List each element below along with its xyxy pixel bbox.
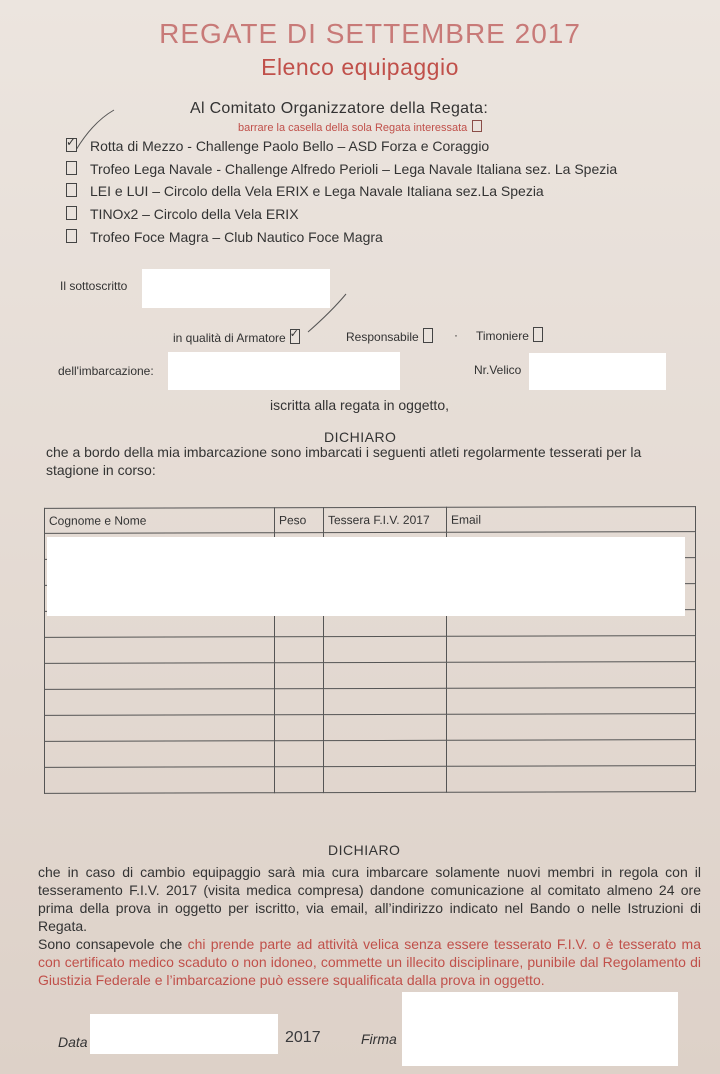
cell-peso[interactable] (275, 767, 324, 793)
cell-peso[interactable] (275, 689, 324, 715)
cell-tessera[interactable] (324, 636, 447, 662)
cell-nome[interactable] (45, 767, 275, 794)
cell-nome[interactable] (45, 637, 275, 664)
header-tessera: Tessera F.I.V. 2017 (324, 507, 447, 532)
imbarcazione-label: dell'imbarcazione: (58, 364, 154, 378)
header-nome: Cognome e Nome (45, 508, 275, 534)
cell-tessera[interactable] (324, 662, 447, 688)
regatta-option-5[interactable] (66, 229, 383, 245)
cell-nome[interactable] (45, 689, 275, 716)
hint-checkbox-icon (472, 120, 482, 132)
armatore-option[interactable] (173, 329, 300, 345)
selection-hint-text: barrare la casella della sola Regata interessata (238, 122, 468, 134)
header-peso: Peso (275, 508, 324, 533)
pen-stroke-armatore-icon (300, 292, 350, 336)
regatta-label-2: Trofeo Lega Navale - Challenge Alfredo Perioli – Lega Navale Italiana sez. La Spezia (90, 161, 618, 177)
regatta-label-5: Trofeo Foce Magra – Club Nautico Foce Magra (90, 229, 383, 245)
cell-nome[interactable] (45, 663, 275, 690)
responsabile-label: Responsabile (346, 330, 419, 344)
regatta-checkbox-2[interactable] (66, 161, 77, 175)
timoniere-checkbox[interactable] (533, 327, 543, 342)
table-row (45, 766, 696, 794)
regatta-checkbox-3[interactable] (66, 183, 77, 197)
iscritta-text: iscritta alla regata in oggetto, (270, 397, 449, 413)
consapevole-prefix: Sono consapevole che (38, 936, 183, 952)
declaration-1: che a bordo della mia imbarcazione sono imbarcati i seguenti atleti regolarmente tesserati per la stagione in corso: (46, 444, 642, 478)
table-row (45, 636, 696, 664)
firma-label: Firma (361, 1031, 397, 1047)
table-header-row (45, 507, 696, 534)
document-subtitle: Elenco equipaggio (261, 54, 459, 80)
regatta-option-1[interactable] (66, 138, 489, 154)
table-row (45, 662, 696, 690)
cell-tessera[interactable] (324, 740, 447, 766)
cell-nome[interactable] (45, 741, 275, 768)
committee-heading: Al Comitato Organizzatore della Regata: (190, 100, 489, 117)
declaration-3 (38, 935, 701, 989)
timoniere-label: Timoniere (476, 329, 529, 343)
cell-peso[interactable] (275, 715, 324, 741)
imbarcazione-field[interactable] (168, 352, 400, 390)
cell-email[interactable] (447, 662, 696, 689)
regatta-label-1: Rotta di Mezzo - Challenge Paolo Bello – ASD Forza e Coraggio (90, 138, 490, 154)
consapevole-warning: chi prende parte ad attività velica senza essere tesserato F.I.V. o è tesserato ma con certificato medico scaduto o non idoneo, commette un illecito disciplinare, punibile dal Regolamento di Giustizia Federale e l’imbarcazione può essere squalificata dalla prova in oggetto. (38, 936, 701, 988)
year-text: 2017 (285, 1029, 321, 1046)
regatta-checkbox-4[interactable] (66, 206, 77, 220)
responsabile-checkbox[interactable] (423, 328, 433, 343)
nr-velico-label: Nr.Velico (474, 363, 522, 377)
cell-email[interactable] (447, 688, 696, 715)
regatta-checkbox-1[interactable] (66, 138, 77, 152)
armatore-label: in qualità di Armatore (173, 331, 286, 345)
nr-velico-field[interactable] (529, 353, 666, 390)
declaration-2: che in caso di cambio equipaggio sarà mia cura imbarcare solamente nuovi membri in regola con il tesseramento F.I.V. 2017 (visita medica compresa) dandone comunicazione al comitato almeno 24 ore prima della prova in oggetto per iscritto, via email, all’indirizzo indicato nel Bando o nelle Istruzioni di Regata. (38, 864, 701, 934)
redacted-rows (47, 537, 685, 616)
cell-email[interactable] (447, 766, 696, 793)
cell-tessera[interactable] (324, 766, 447, 792)
selection-hint (238, 120, 482, 134)
table-row (45, 714, 696, 742)
sottoscritto-label: Il sottoscritto (60, 279, 128, 293)
data-label: Data (58, 1034, 88, 1050)
regatta-option-4[interactable] (66, 206, 299, 222)
firma-field[interactable] (402, 992, 678, 1066)
timoniere-option[interactable] (476, 327, 543, 343)
table-row (45, 740, 696, 768)
table-row (45, 688, 696, 716)
document-title: REGATE DI SETTEMBRE 2017 (159, 18, 581, 49)
cell-email[interactable] (447, 740, 696, 767)
responsabile-option[interactable] (346, 328, 433, 344)
regatta-label-4: TINOx2 – Circolo della Vela ERIX (90, 206, 299, 222)
cell-tessera[interactable] (324, 688, 447, 714)
separator-dot: · (454, 328, 458, 342)
regatta-label-3: LEI e LUI – Circolo della Vela ERIX e Lega Navale Italiana sez.La Spezia (90, 183, 544, 199)
regatta-checkbox-5[interactable] (66, 229, 77, 243)
header-email: Email (447, 507, 696, 533)
regatta-option-3[interactable] (66, 183, 544, 199)
regatta-option-2[interactable] (66, 161, 617, 177)
cell-email[interactable] (447, 636, 696, 663)
dichiaro-heading-2: DICHIARO (328, 842, 401, 858)
cell-peso[interactable] (275, 663, 324, 689)
cell-peso[interactable] (275, 741, 324, 767)
cell-nome[interactable] (45, 715, 275, 742)
cell-email[interactable] (447, 714, 696, 741)
cell-peso[interactable] (275, 637, 324, 663)
cell-tessera[interactable] (324, 714, 447, 740)
armatore-checkbox[interactable] (290, 329, 300, 344)
dichiaro-heading-1: DICHIARO (324, 429, 397, 445)
data-field[interactable] (90, 1014, 278, 1054)
